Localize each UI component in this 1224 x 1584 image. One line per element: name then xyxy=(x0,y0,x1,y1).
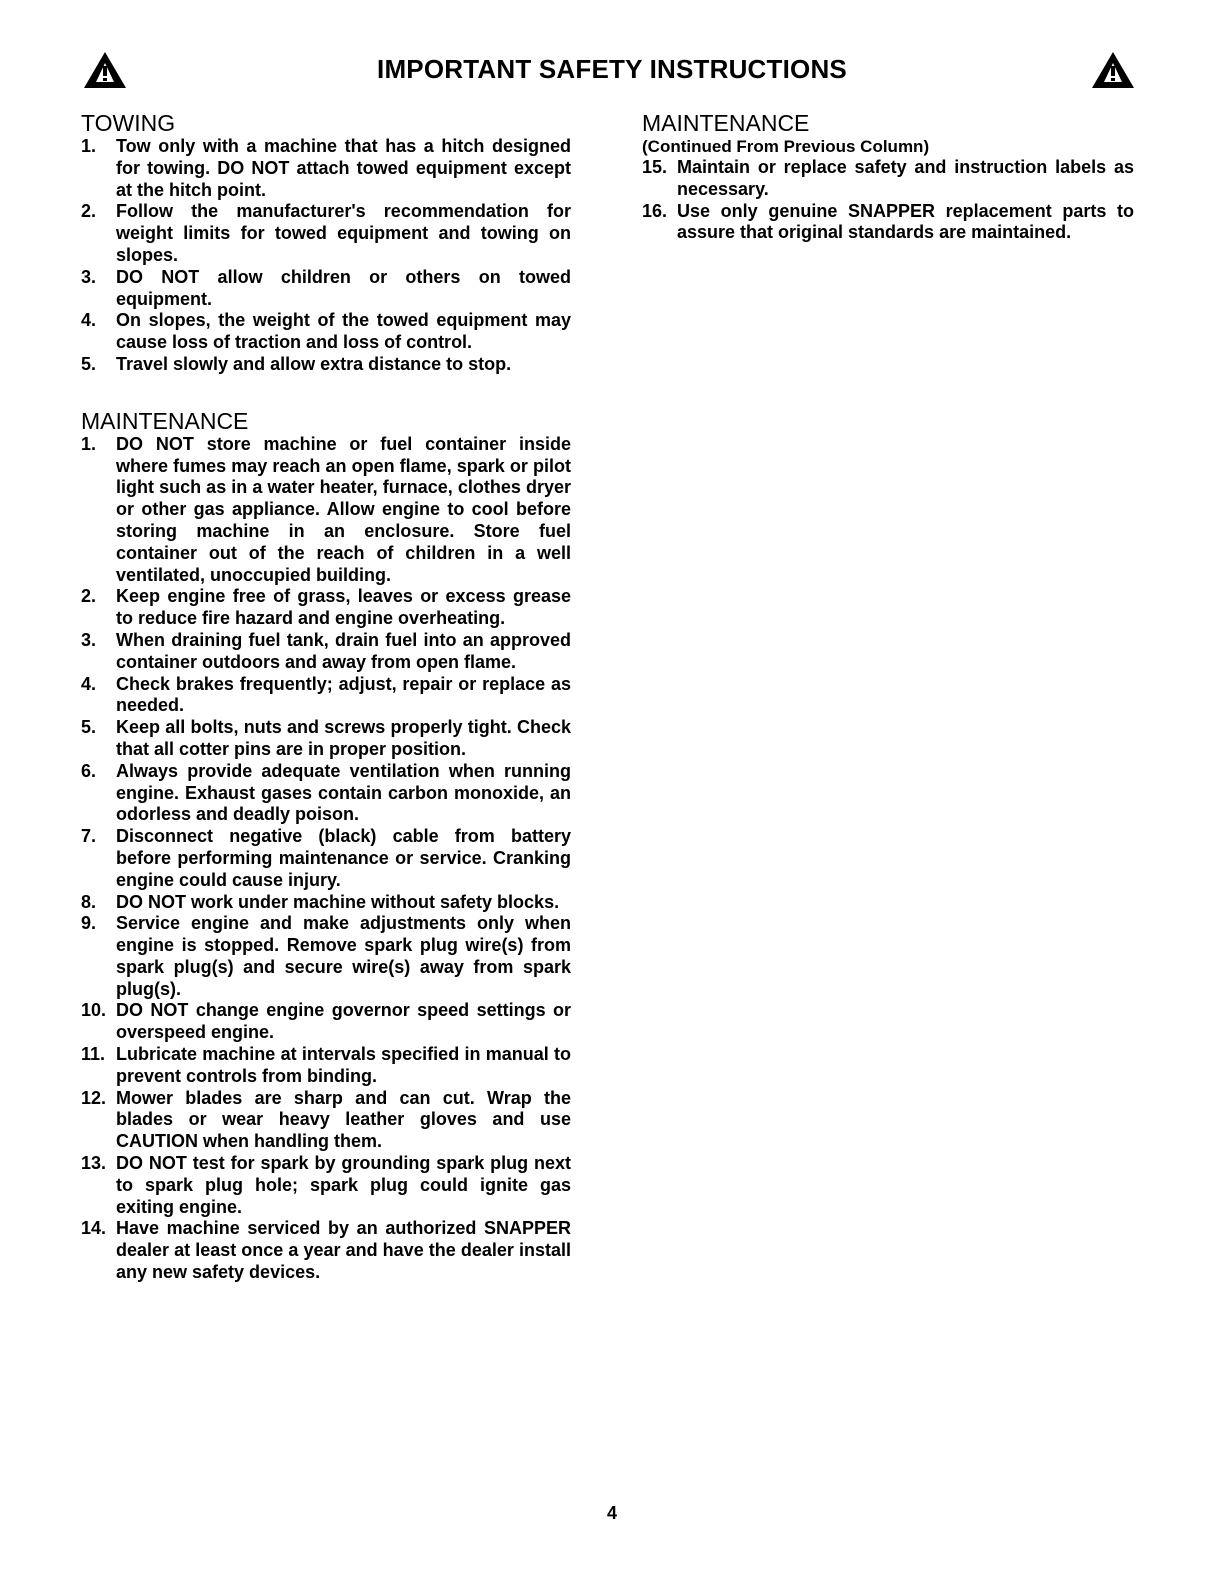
list-item xyxy=(81,892,571,914)
continued-note: (Continued From Previous Column) xyxy=(642,137,930,156)
list-item xyxy=(81,434,571,587)
list-item xyxy=(81,586,571,630)
list-item-number: 4. xyxy=(81,673,97,694)
list-item-number: 7. xyxy=(81,826,97,847)
list-item-number: 2. xyxy=(81,201,97,222)
list-item-text: DO NOT test for spark by grounding spark plug next to spark plug hole; spark plug could ignite gas exiting engine. xyxy=(116,1153,571,1217)
list-item-text: Maintain or replace safety and instruction labels as necessary. xyxy=(677,157,1134,199)
maintenance-heading: MAINTENANCE xyxy=(81,407,249,434)
list-item-text: Follow the manufacturer's recommendation for weight limits for towed equipment and towing on slopes. xyxy=(116,201,571,265)
list-item-number: 12. xyxy=(81,1087,107,1108)
list-item xyxy=(81,1000,571,1044)
list-item-number: 9. xyxy=(81,913,97,934)
list-item-text: Travel slowly and allow extra distance to stop. xyxy=(116,353,512,374)
list-item xyxy=(642,157,1134,201)
left-column xyxy=(81,110,571,1284)
list-item-number: 16. xyxy=(642,200,668,221)
list-item-number: 6. xyxy=(81,760,97,781)
list-item xyxy=(81,674,571,718)
page-number: 4 xyxy=(606,1503,617,1523)
list-item-number: 13. xyxy=(81,1153,107,1174)
list-item-text: DO NOT change engine governor speed settings or overspeed engine. xyxy=(116,1000,571,1043)
list-item xyxy=(81,1218,571,1283)
right-column xyxy=(642,110,1134,244)
warning-triangle-icon xyxy=(1090,50,1136,90)
maintenance-continued-heading: MAINTENANCE xyxy=(642,110,810,136)
list-item xyxy=(81,913,571,1000)
list-item xyxy=(81,310,571,354)
maintenance-section xyxy=(81,408,571,1284)
list-item-text: Have machine serviced by an authorized SNAPPER dealer at least once a year and have the dealer install any new safety devices. xyxy=(116,1218,571,1283)
list-item xyxy=(81,267,571,311)
list-item xyxy=(81,826,571,891)
list-item-number: 1. xyxy=(81,136,97,156)
list-item-number: 10. xyxy=(81,1000,107,1021)
list-item-text: Keep engine free of grass, leaves or excess grease to reduce fire hazard and engine overheating. xyxy=(116,586,571,629)
list-item-text: Tow only with a machine that has a hitch designed for towing. DO NOT attach towed equipment except at the hitch point. xyxy=(116,136,571,200)
list-item-number: 11. xyxy=(81,1044,106,1065)
list-item-number: 3. xyxy=(81,266,97,287)
list-item-number: 1. xyxy=(81,433,97,454)
list-item xyxy=(81,354,571,376)
list-item-text: Mower blades are sharp and can cut. Wrap the blades or wear heavy leather gloves and use CAUTION when handling them. xyxy=(116,1087,571,1152)
list-item-number: 5. xyxy=(81,717,97,738)
list-item xyxy=(81,1088,571,1153)
list-item-number: 14. xyxy=(81,1218,107,1239)
list-item-text: Always provide adequate ventilation when running engine. Exhaust gases contain carbon monoxide, an odorless and deadly poison. xyxy=(116,760,571,825)
list-item-text: DO NOT work under machine without safety blocks. xyxy=(116,891,560,912)
list-item-number: 3. xyxy=(81,629,97,650)
list-item-number: 15. xyxy=(642,157,668,177)
maintenance-continued-section xyxy=(642,110,1134,244)
towing-list xyxy=(81,136,571,376)
page-title: IMPORTANT SAFETY INSTRUCTIONS xyxy=(377,54,847,84)
list-item-text: Use only genuine SNAPPER replacement parts to assure that original standards are maintained. xyxy=(677,200,1134,243)
list-item-text: DO NOT store machine or fuel container inside where fumes may reach an open flame, spark or pilot light such as in a water heater, furnace, clothes dryer or other gas appliance. Allow engine to cool before storing machine in an enclosure. Store fuel container out of the reach of children in a well ventilated, unoccupied building. xyxy=(116,433,571,585)
list-item-text: Keep all bolts, nuts and screws properly tight. Check that all cotter pins are in proper position. xyxy=(116,717,571,759)
list-item-number: 5. xyxy=(81,353,97,374)
towing-heading: TOWING xyxy=(81,110,176,136)
list-item xyxy=(81,761,571,826)
list-item-text: DO NOT allow children or others on towed equipment. xyxy=(116,266,571,309)
maintenance-continued-list xyxy=(642,157,1134,244)
list-item-text: Check brakes frequently; adjust, repair or replace as needed. xyxy=(116,673,571,716)
list-item-number: 4. xyxy=(81,310,97,331)
list-item-number: 8. xyxy=(81,891,97,912)
list-item xyxy=(81,630,571,674)
list-item-number: 2. xyxy=(81,586,97,607)
list-item xyxy=(81,136,571,201)
list-item xyxy=(642,201,1134,245)
list-item xyxy=(81,201,571,266)
list-item xyxy=(81,1153,571,1218)
towing-section xyxy=(81,110,571,376)
list-item-text: Disconnect negative (black) cable from battery before performing maintenance or service. Cranking engine could cause injury. xyxy=(116,826,571,890)
list-item-text: When draining fuel tank, drain fuel into an approved container outdoors and away from open flame. xyxy=(116,629,571,672)
list-item-text: On slopes, the weight of the towed equipment may cause loss of traction and loss of control. xyxy=(116,310,571,353)
list-item-text: Lubricate machine at intervals specified in manual to prevent controls from binding. xyxy=(116,1044,571,1086)
list-item-text: Service engine and make adjustments only when engine is stopped. Remove spark plug wire(s) from spark plug(s) and secure wire(s) away from spark plug(s). xyxy=(116,913,571,999)
maintenance-list xyxy=(81,434,571,1284)
list-item xyxy=(81,717,571,761)
list-item xyxy=(81,1044,571,1088)
